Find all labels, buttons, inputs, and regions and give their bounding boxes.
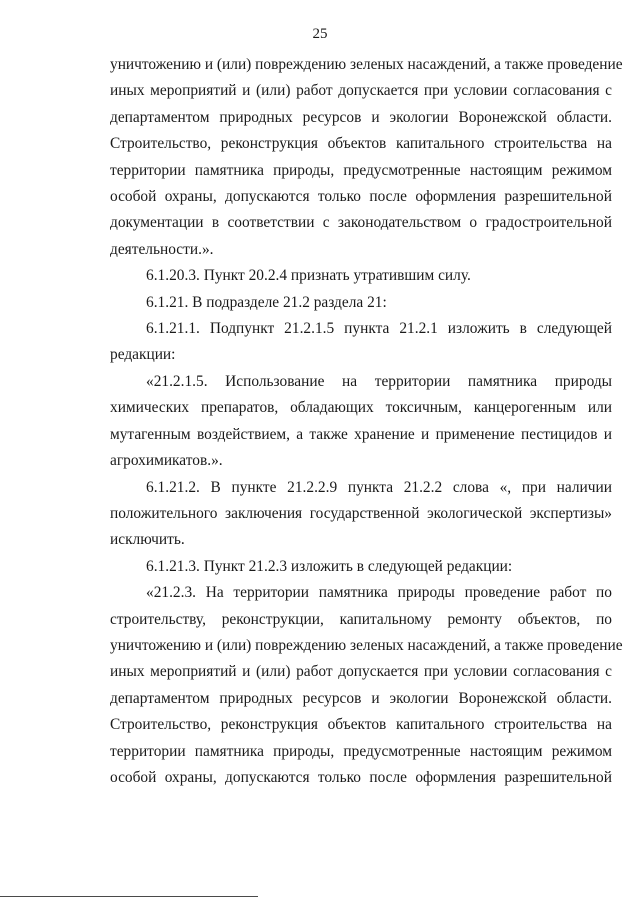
text-line: особой охраны, допускаются только после оформления разрешительной	[110, 768, 612, 786]
text-line: деятельности.».	[110, 240, 214, 258]
text-line: «21.2.3. На территории памятника природы проведение работ по	[146, 584, 612, 602]
text-line: строительству, реконструкции, капитальному ремонту объектов, по	[110, 610, 612, 628]
document-body	[110, 52, 623, 791]
text-line: департаментом природных ресурсов и экологии Воронежской области.	[110, 689, 612, 707]
text-line: агрохимикатов.».	[110, 452, 223, 470]
text-line: положительного заключения государственной экологической экспертизы»	[110, 504, 612, 522]
text-line: 6.1.21.2. В пункте 21.2.2.9 пункта 21.2.2 слова «, при наличии	[146, 478, 612, 496]
text-line: Строительство, реконструкция объектов капитального строительства на	[110, 716, 612, 734]
page-number: 25	[312, 26, 328, 42]
text-line: особой охраны, допускаются только после оформления разрешительной	[110, 188, 612, 206]
text-line: 6.1.20.3. Пункт 20.2.4 признать утратившим силу.	[146, 267, 471, 285]
text-line: редакции:	[110, 346, 176, 364]
text-line: иных мероприятий и (или) работ допускается при условии согласования с	[110, 82, 612, 100]
text-line: иных мероприятий и (или) работ допускается при условии согласования с	[110, 663, 612, 681]
text-line: уничтожению и (или) повреждению зеленых насаждений, а также проведение	[110, 56, 623, 73]
text-line: 6.1.21.3. Пункт 21.2.3 изложить в следующей редакции:	[146, 557, 513, 575]
footer-divider	[0, 896, 258, 897]
text-line: территории памятника природы, предусмотренные настоящим режимом	[110, 161, 612, 179]
text-line: департаментом природных ресурсов и экологии Воронежской области.	[110, 108, 612, 126]
text-line: уничтожению и (или) повреждению зеленых насаждений, а также проведение	[110, 636, 623, 654]
text-line: 6.1.21. В подразделе 21.2 раздела 21:	[146, 293, 387, 311]
text-line: документации в соответствии с законодательством о градостроительной	[110, 214, 612, 232]
text-line: Строительство, реконструкция объектов капитального строительства на	[110, 135, 612, 153]
text-line: мутагенным воздействием, а также хранение и применение пестицидов и	[110, 425, 612, 443]
text-line: химических препаратов, обладающих токсичным, канцерогенным или	[110, 399, 612, 417]
text-line: «21.2.1.5. Использование на территории памятника природы	[146, 372, 612, 390]
text-line: исключить.	[110, 531, 185, 549]
text-line: территории памятника природы, предусмотренные настоящим режимом	[110, 742, 612, 760]
text-line: 6.1.21.1. Подпункт 21.2.1.5 пункта 21.2.1 изложить в следующей	[146, 320, 612, 338]
